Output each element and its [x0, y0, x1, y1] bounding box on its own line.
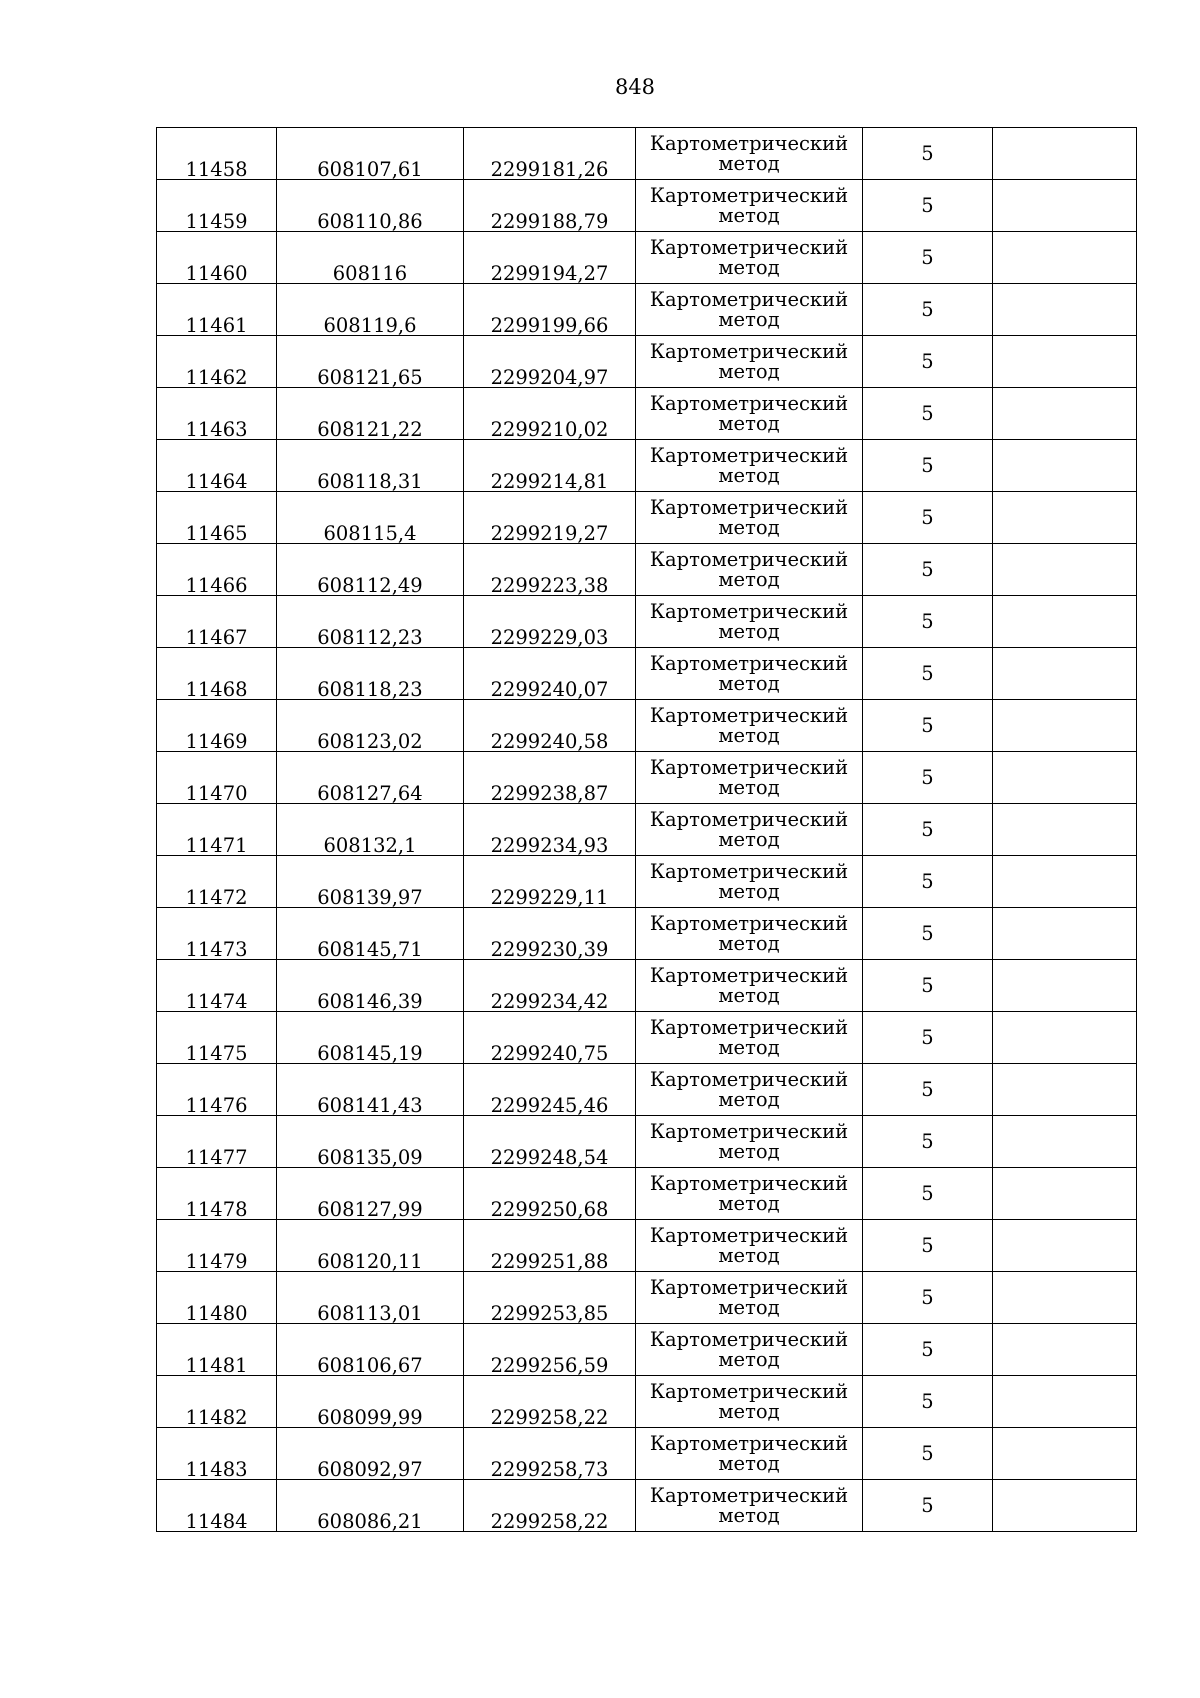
x-coordinate-cell: 608092,97 — [277, 1428, 464, 1480]
point-number-cell: 11464 — [157, 440, 277, 492]
point-number-cell: 11483 — [157, 1428, 277, 1480]
method-cell — [636, 232, 863, 284]
method-text-line-2: метод — [718, 1295, 780, 1319]
description-cell — [993, 440, 1137, 492]
y-coordinate-cell: 2299240,75 — [464, 1012, 636, 1064]
point-number-cell: 11476 — [157, 1064, 277, 1116]
method-text-line-1: Картометрический — [649, 548, 849, 571]
method-cell — [636, 804, 863, 856]
description-cell — [993, 752, 1137, 804]
description-cell — [993, 1116, 1137, 1168]
table-row — [157, 1272, 1137, 1324]
point-number-cell: 11480 — [157, 1272, 277, 1324]
x-coordinate-cell: 608123,02 — [277, 700, 464, 752]
y-coordinate-cell: 2299188,79 — [464, 180, 636, 232]
description-cell — [993, 1376, 1137, 1428]
x-coordinate-cell: 608141,43 — [277, 1064, 464, 1116]
method-text-line-1: Картометрический — [649, 1224, 849, 1247]
description-cell — [993, 284, 1137, 336]
accuracy-cell: 5 — [863, 1428, 993, 1480]
point-number-cell: 11481 — [157, 1324, 277, 1376]
method-cell — [636, 908, 863, 960]
table-row — [157, 232, 1137, 284]
accuracy-cell: 5 — [863, 960, 993, 1012]
x-coordinate-cell: 608106,67 — [277, 1324, 464, 1376]
description-cell — [993, 336, 1137, 388]
method-text-line-1: Картометрический — [649, 1432, 849, 1455]
method-cell — [636, 1116, 863, 1168]
accuracy-cell: 5 — [863, 128, 993, 180]
method-text-line-2: метод — [718, 671, 780, 695]
description-cell — [993, 700, 1137, 752]
method-cell — [636, 128, 863, 180]
method-text-line-2: метод — [718, 1191, 780, 1215]
method-text-line-2: метод — [718, 619, 780, 643]
method-cell — [636, 1064, 863, 1116]
description-cell — [993, 128, 1137, 180]
accuracy-cell: 5 — [863, 1376, 993, 1428]
point-number-cell: 11466 — [157, 544, 277, 596]
point-number-cell: 11462 — [157, 336, 277, 388]
table-row — [157, 492, 1137, 544]
x-coordinate-cell: 608110,86 — [277, 180, 464, 232]
accuracy-cell: 5 — [863, 492, 993, 544]
description-cell — [993, 648, 1137, 700]
table-row — [157, 856, 1137, 908]
method-text-line-2: метод — [718, 411, 780, 435]
description-cell — [993, 1012, 1137, 1064]
point-number-cell: 11459 — [157, 180, 277, 232]
x-coordinate-cell: 608112,23 — [277, 596, 464, 648]
x-coordinate-cell: 608118,23 — [277, 648, 464, 700]
method-text-line-1: Картометрический — [649, 912, 849, 935]
coordinates-table — [156, 127, 1137, 1532]
point-number-cell: 11477 — [157, 1116, 277, 1168]
method-cell — [636, 492, 863, 544]
table-row — [157, 648, 1137, 700]
method-text-line-2: метод — [718, 463, 780, 487]
method-text-line-2: метод — [718, 359, 780, 383]
accuracy-cell: 5 — [863, 336, 993, 388]
x-coordinate-cell: 608113,01 — [277, 1272, 464, 1324]
y-coordinate-cell: 2299214,81 — [464, 440, 636, 492]
y-coordinate-cell: 2299245,46 — [464, 1064, 636, 1116]
accuracy-cell: 5 — [863, 1480, 993, 1532]
table-row — [157, 1012, 1137, 1064]
method-text-line-1: Картометрический — [649, 496, 849, 519]
table-row — [157, 596, 1137, 648]
method-cell — [636, 1480, 863, 1532]
method-cell — [636, 1012, 863, 1064]
x-coordinate-cell: 608121,22 — [277, 388, 464, 440]
y-coordinate-cell: 2299258,22 — [464, 1376, 636, 1428]
method-text-line-2: метод — [718, 1139, 780, 1163]
method-text-line-1: Картометрический — [649, 1328, 849, 1351]
coordinates-table-body — [157, 128, 1137, 1532]
method-text-line-1: Картометрический — [649, 392, 849, 415]
description-cell — [993, 492, 1137, 544]
description-cell — [993, 804, 1137, 856]
point-number-cell: 11479 — [157, 1220, 277, 1272]
accuracy-cell: 5 — [863, 180, 993, 232]
point-number-cell: 11467 — [157, 596, 277, 648]
x-coordinate-cell: 608121,65 — [277, 336, 464, 388]
method-text-line-1: Картометрический — [649, 1276, 849, 1299]
accuracy-cell: 5 — [863, 544, 993, 596]
table-row — [157, 1064, 1137, 1116]
method-text-line-2: метод — [718, 1399, 780, 1423]
method-text-line-2: метод — [718, 567, 780, 591]
table-row — [157, 960, 1137, 1012]
y-coordinate-cell: 2299229,11 — [464, 856, 636, 908]
method-text-line-1: Картометрический — [649, 1068, 849, 1091]
description-cell — [993, 596, 1137, 648]
method-text-line-1: Картометрический — [649, 756, 849, 779]
description-cell — [993, 1220, 1137, 1272]
x-coordinate-cell: 608127,64 — [277, 752, 464, 804]
method-text-line-1: Картометрический — [649, 444, 849, 467]
method-cell — [636, 1168, 863, 1220]
method-cell — [636, 1220, 863, 1272]
y-coordinate-cell: 2299248,54 — [464, 1116, 636, 1168]
method-text-line-2: метод — [718, 775, 780, 799]
table-row — [157, 752, 1137, 804]
table-row — [157, 804, 1137, 856]
accuracy-cell: 5 — [863, 1012, 993, 1064]
point-number-cell: 11474 — [157, 960, 277, 1012]
method-text-line-1: Картометрический — [649, 340, 849, 363]
y-coordinate-cell: 2299230,39 — [464, 908, 636, 960]
method-text-line-1: Картометрический — [649, 1172, 849, 1195]
method-text-line-1: Картометрический — [649, 236, 849, 259]
accuracy-cell: 5 — [863, 388, 993, 440]
method-text-line-1: Картометрический — [649, 860, 849, 883]
method-text-line-2: метод — [718, 515, 780, 539]
point-number-cell: 11473 — [157, 908, 277, 960]
table-row — [157, 1168, 1137, 1220]
table-row — [157, 1324, 1137, 1376]
table-row — [157, 128, 1137, 180]
method-text-line-1: Картометрический — [649, 600, 849, 623]
point-number-cell: 11469 — [157, 700, 277, 752]
method-text-line-2: метод — [718, 307, 780, 331]
table-row — [157, 180, 1137, 232]
method-cell — [636, 336, 863, 388]
table-row — [157, 1116, 1137, 1168]
x-coordinate-cell: 608120,11 — [277, 1220, 464, 1272]
point-number-cell: 11475 — [157, 1012, 277, 1064]
table-row — [157, 284, 1137, 336]
y-coordinate-cell: 2299223,38 — [464, 544, 636, 596]
table-row — [157, 1428, 1137, 1480]
x-coordinate-cell: 608135,09 — [277, 1116, 464, 1168]
method-text-line-2: метод — [718, 879, 780, 903]
method-cell — [636, 284, 863, 336]
y-coordinate-cell: 2299194,27 — [464, 232, 636, 284]
method-cell — [636, 388, 863, 440]
method-cell — [636, 752, 863, 804]
description-cell — [993, 1272, 1137, 1324]
y-coordinate-cell: 2299256,59 — [464, 1324, 636, 1376]
method-text-line-2: метод — [718, 151, 780, 175]
description-cell — [993, 1428, 1137, 1480]
method-text-line-2: метод — [718, 931, 780, 955]
x-coordinate-cell: 608086,21 — [277, 1480, 464, 1532]
accuracy-cell: 5 — [863, 856, 993, 908]
point-number-cell: 11461 — [157, 284, 277, 336]
y-coordinate-cell: 2299238,87 — [464, 752, 636, 804]
accuracy-cell: 5 — [863, 804, 993, 856]
method-cell — [636, 1376, 863, 1428]
method-text-line-1: Картометрический — [649, 1380, 849, 1403]
y-coordinate-cell: 2299250,68 — [464, 1168, 636, 1220]
method-text-line-2: метод — [718, 1035, 780, 1059]
method-text-line-1: Картометрический — [649, 1484, 849, 1507]
accuracy-cell: 5 — [863, 700, 993, 752]
y-coordinate-cell: 2299210,02 — [464, 388, 636, 440]
point-number-cell: 11460 — [157, 232, 277, 284]
method-text-line-1: Картометрический — [649, 808, 849, 831]
y-coordinate-cell: 2299251,88 — [464, 1220, 636, 1272]
method-text-line-2: метод — [718, 1503, 780, 1527]
method-cell — [636, 1324, 863, 1376]
description-cell — [993, 1480, 1137, 1532]
method-text-line-2: метод — [718, 1087, 780, 1111]
method-text-line-2: метод — [718, 1243, 780, 1267]
page-number: 848 — [614, 75, 656, 99]
table-row — [157, 700, 1137, 752]
method-text-line-1: Картометрический — [649, 652, 849, 675]
method-cell — [636, 960, 863, 1012]
description-cell — [993, 544, 1137, 596]
y-coordinate-cell: 2299229,03 — [464, 596, 636, 648]
method-text-line-1: Картометрический — [649, 964, 849, 987]
method-cell — [636, 700, 863, 752]
method-text-line-2: метод — [718, 983, 780, 1007]
point-number-cell: 11468 — [157, 648, 277, 700]
x-coordinate-cell: 608118,31 — [277, 440, 464, 492]
description-cell — [993, 960, 1137, 1012]
x-coordinate-cell: 608115,4 — [277, 492, 464, 544]
accuracy-cell: 5 — [863, 908, 993, 960]
accuracy-cell: 5 — [863, 1324, 993, 1376]
method-cell — [636, 544, 863, 596]
description-cell — [993, 1324, 1137, 1376]
method-text-line-1: Картометрический — [649, 288, 849, 311]
y-coordinate-cell: 2299219,27 — [464, 492, 636, 544]
y-coordinate-cell: 2299181,26 — [464, 128, 636, 180]
method-text-line-2: метод — [718, 255, 780, 279]
y-coordinate-cell: 2299234,93 — [464, 804, 636, 856]
method-text-line-1: Картометрический — [649, 1016, 849, 1039]
table-row — [157, 908, 1137, 960]
method-text-line-1: Картометрический — [649, 184, 849, 207]
table-row — [157, 1480, 1137, 1532]
accuracy-cell: 5 — [863, 440, 993, 492]
y-coordinate-cell: 2299199,66 — [464, 284, 636, 336]
point-number-cell: 11482 — [157, 1376, 277, 1428]
x-coordinate-cell: 608145,19 — [277, 1012, 464, 1064]
method-cell — [636, 180, 863, 232]
x-coordinate-cell: 608139,97 — [277, 856, 464, 908]
x-coordinate-cell: 608112,49 — [277, 544, 464, 596]
x-coordinate-cell: 608146,39 — [277, 960, 464, 1012]
x-coordinate-cell: 608107,61 — [277, 128, 464, 180]
method-text-line-2: метод — [718, 723, 780, 747]
description-cell — [993, 908, 1137, 960]
method-cell — [636, 1428, 863, 1480]
y-coordinate-cell: 2299204,97 — [464, 336, 636, 388]
method-text-line-1: Картометрический — [649, 132, 849, 155]
table-row — [157, 1220, 1137, 1272]
x-coordinate-cell: 608116 — [277, 232, 464, 284]
accuracy-cell: 5 — [863, 284, 993, 336]
method-cell — [636, 648, 863, 700]
x-coordinate-cell: 608119,6 — [277, 284, 464, 336]
table-row — [157, 336, 1137, 388]
x-coordinate-cell: 608099,99 — [277, 1376, 464, 1428]
y-coordinate-cell: 2299240,58 — [464, 700, 636, 752]
accuracy-cell: 5 — [863, 752, 993, 804]
point-number-cell: 11470 — [157, 752, 277, 804]
description-cell — [993, 180, 1137, 232]
y-coordinate-cell: 2299258,22 — [464, 1480, 636, 1532]
point-number-cell: 11472 — [157, 856, 277, 908]
point-number-cell: 11478 — [157, 1168, 277, 1220]
table-row — [157, 544, 1137, 596]
x-coordinate-cell: 608145,71 — [277, 908, 464, 960]
description-cell — [993, 1168, 1137, 1220]
point-number-cell: 11484 — [157, 1480, 277, 1532]
accuracy-cell: 5 — [863, 232, 993, 284]
table-row — [157, 440, 1137, 492]
method-text-line-1: Картометрический — [649, 1120, 849, 1143]
accuracy-cell: 5 — [863, 1064, 993, 1116]
method-text-line-2: метод — [718, 1451, 780, 1475]
y-coordinate-cell: 2299253,85 — [464, 1272, 636, 1324]
method-cell — [636, 440, 863, 492]
y-coordinate-cell: 2299234,42 — [464, 960, 636, 1012]
method-cell — [636, 596, 863, 648]
x-coordinate-cell: 608127,99 — [277, 1168, 464, 1220]
accuracy-cell: 5 — [863, 1272, 993, 1324]
accuracy-cell: 5 — [863, 1220, 993, 1272]
accuracy-cell: 5 — [863, 648, 993, 700]
method-text-line-2: метод — [718, 827, 780, 851]
method-cell — [636, 1272, 863, 1324]
y-coordinate-cell: 2299258,73 — [464, 1428, 636, 1480]
method-text-line-2: метод — [718, 203, 780, 227]
point-number-cell: 11463 — [157, 388, 277, 440]
table-row — [157, 388, 1137, 440]
accuracy-cell: 5 — [863, 1168, 993, 1220]
description-cell — [993, 856, 1137, 908]
table-row — [157, 1376, 1137, 1428]
y-coordinate-cell: 2299240,07 — [464, 648, 636, 700]
method-text-line-2: метод — [718, 1347, 780, 1371]
method-cell — [636, 856, 863, 908]
description-cell — [993, 1064, 1137, 1116]
x-coordinate-cell: 608132,1 — [277, 804, 464, 856]
accuracy-cell: 5 — [863, 596, 993, 648]
method-text-line-1: Картометрический — [649, 704, 849, 727]
point-number-cell: 11471 — [157, 804, 277, 856]
description-cell — [993, 232, 1137, 284]
description-cell — [993, 388, 1137, 440]
point-number-cell: 11458 — [157, 128, 277, 180]
accuracy-cell: 5 — [863, 1116, 993, 1168]
point-number-cell: 11465 — [157, 492, 277, 544]
